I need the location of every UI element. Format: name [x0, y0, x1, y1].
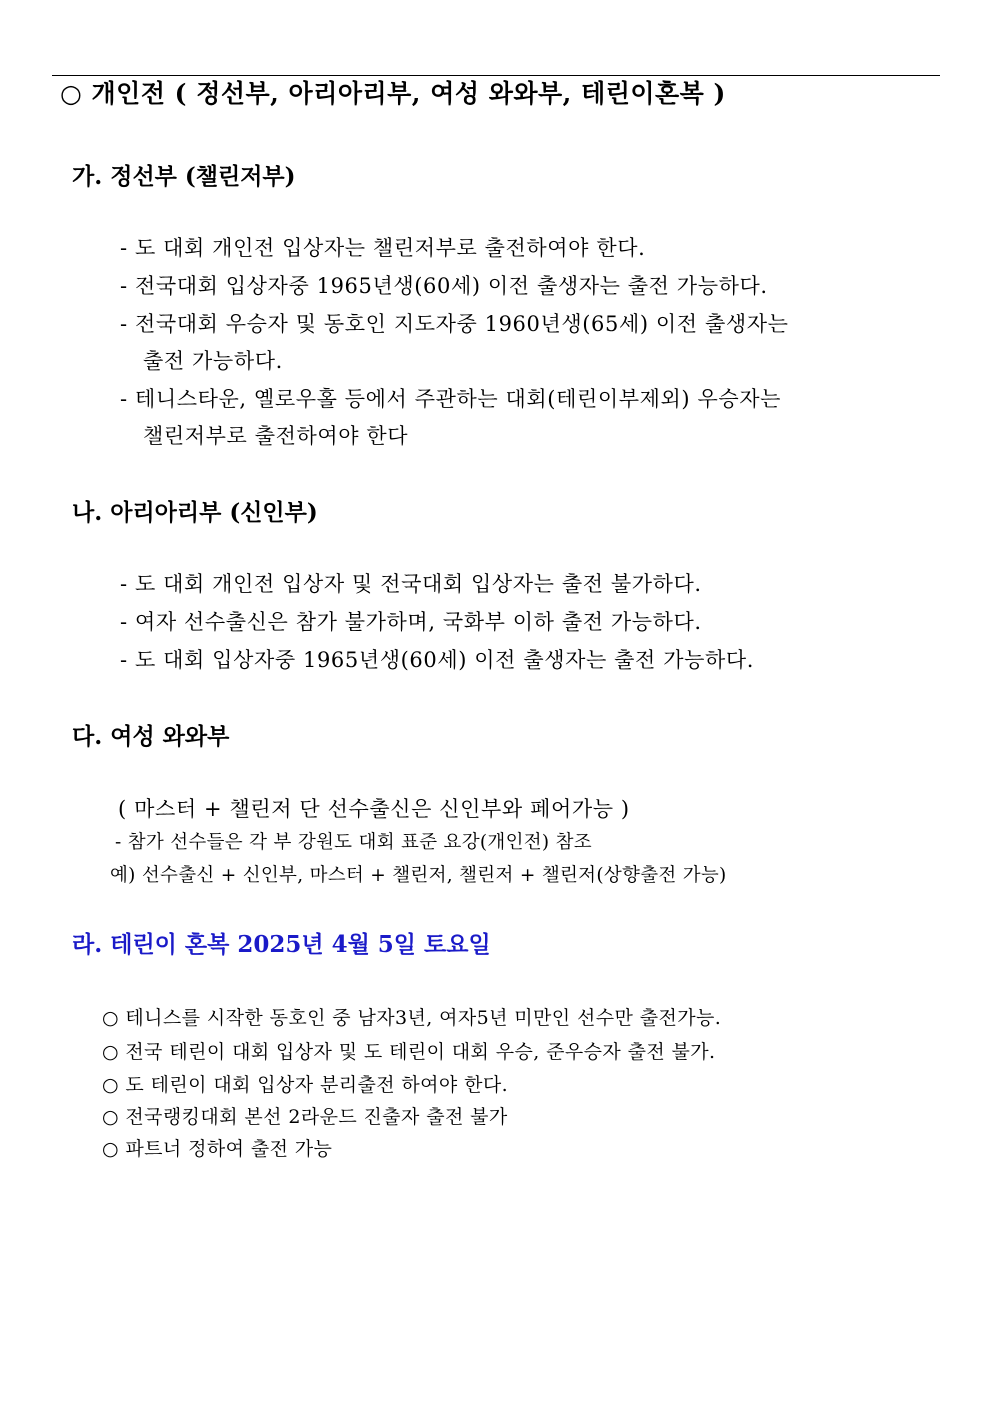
terini-item-5: ○ 파트너 정하여 출전 가능: [102, 1138, 333, 1160]
terini-item-2: ○ 전국 테린이 대회 입상자 및 도 테린이 대회 우승, 준우승자 출전 불가.: [102, 1041, 716, 1063]
section-title-jeongseon: 가. 정선부 (챌린저부): [72, 163, 296, 190]
jeongseon-line-1: - 도 대회 개인전 입상자는 챌린저부로 출전하여야 한다.: [120, 236, 646, 260]
section-title-ariari: 나. 아리아리부 (신인부): [72, 499, 318, 526]
page-header: ○ 개인전 ( 정선부, 아리아리부, 여성 와와부, 테린이혼복 ): [60, 79, 726, 108]
ariari-line-1: - 도 대회 개인전 입상자 및 전국대회 입상자는 출전 불가하다.: [120, 572, 702, 596]
ariari-line-2: - 여자 선수출신은 참가 불가하며, 국화부 이하 출전 가능하다.: [120, 610, 702, 634]
jeongseon-line-4: - 테니스타운, 옐로우홀 등에서 주관하는 대회(테린이부제외) 우승자는: [120, 387, 782, 411]
jeongseon-line-3: - 전국대회 우승자 및 동호인 지도자중 1960년생(65세) 이전 출생자는: [120, 312, 789, 336]
ariari-line-3: - 도 대회 입상자중 1965년생(60세) 이전 출생자는 출전 가능하다.: [120, 648, 755, 672]
terini-item-4: ○ 전국랭킹대회 본선 2라운드 진출자 출전 불가: [102, 1106, 508, 1128]
jeongseon-line-4-cont: 챌린저부로 출전하여야 한다: [143, 424, 409, 448]
wawa-example-note: 예) 선수출신 + 신인부, 마스터 + 챌린저, 챌린저 + 챌린저(상향출전 가능): [110, 865, 727, 886]
terini-item-3: ○ 도 테린이 대회 입상자 분리출전 하여야 한다.: [102, 1074, 509, 1096]
wawa-pairing-note: ( 마스터 + 챌린저 단 선수출신은 신인부와 페어가능 ): [118, 797, 630, 821]
section-title-wawa: 다. 여성 와와부: [72, 723, 230, 750]
section-title-terini: 라. 테린이 혼복 2025년 4월 5일 토요일: [72, 931, 491, 958]
jeongseon-line-2: - 전국대회 입상자중 1965년생(60세) 이전 출생자는 출전 가능하다.: [120, 274, 768, 298]
jeongseon-line-3-cont: 출전 가능하다.: [143, 349, 283, 373]
wawa-reference-note: - 참가 선수들은 각 부 강원도 대회 표준 요강(개인전) 참조: [115, 832, 592, 853]
terini-item-1: ○ 테니스를 시작한 동호인 중 남자3년, 여자5년 미만인 선수만 출전가능.: [102, 1007, 722, 1029]
